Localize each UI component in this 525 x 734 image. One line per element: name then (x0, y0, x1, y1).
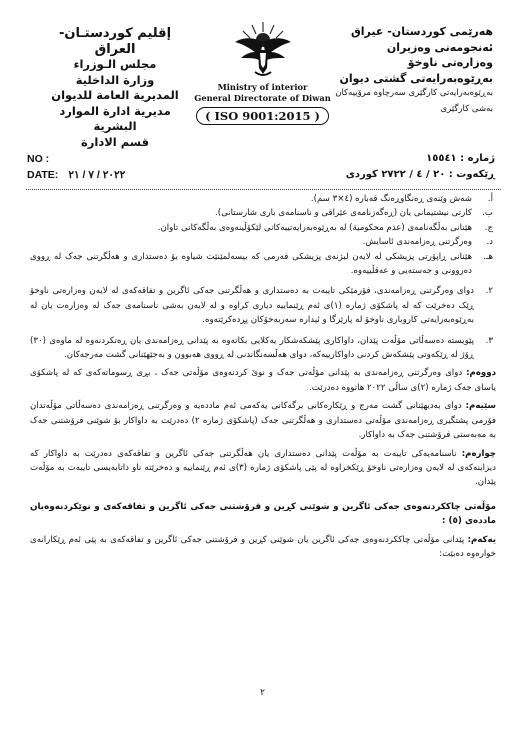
clause-text: پێدانی مۆڵەتی چاککردنەوەی جەکی ئاگرین یان شوێنی کڕین و فرۆشتنی جەکی ئاگرین و تفاقەکەی بە پێی ئەم ڕێکارانەی خوارەوە دەبێت: (30, 534, 496, 559)
header-divider (26, 189, 501, 190)
arabic-header-line: قسم الادارة (80, 134, 149, 149)
kurdish-header-line: هەرێمی کوردستان- عیراق (350, 25, 493, 38)
ministry-name-en (190, 82, 335, 104)
letterhead (0, 10, 525, 152)
list-item (30, 250, 496, 279)
arabic-header (40, 26, 190, 150)
date-label: DATE: (27, 169, 59, 181)
clause-label: دووەم: (466, 368, 496, 379)
item-text: کارتی نیشتیمانی یان (ڕەگەزنامەی عێراقی و ناسنامەی باری شارستانی). (214, 208, 472, 219)
kurdish-header-line: بەشی کارگێری (440, 103, 493, 114)
kurdish-header (323, 24, 493, 117)
item-text: هێنانی ڕاپۆرتی پزیشکی لە لایەن لیژنەی پزیشکی فەرمی کە بیسەلمێنێت شیاوە بۆ دەستداری و هەڵگرتنی جەک لە ڕووی دەروونی و جەستەیی و عەقڵییەوە. (30, 251, 472, 277)
list-item (30, 235, 496, 249)
clause-label: سێیەم: (465, 401, 496, 412)
arabic-header-line: إقليم كوردستـان- العراق (58, 26, 172, 57)
item-marker: هـ. (483, 251, 493, 262)
item-text: پێویستە دەسەڵاتی مۆڵەت پێدان، داواکاری پێشکەشکار یەکلایی بکاتەوە بە پێدانی ڕەزامەندی یان ڕەتکردنەوە لە ماوەی (٣٠) ڕۆژ لە ڕێکەوتی پێشکەش کردنی داواکارییەکە، دوای هەڵسەنگاندنی لە ڕووی هەبوون و بەجێهێنانی گشت مەرجەکان. (30, 335, 474, 361)
item-text: دوای وەرگرتنی ڕەزامەندی، فۆرمێکی تایبەت بە دەستداری و هەڵگرتنی جەکی ئاگرین و تفاقەکەی لە لایەن وەزارەتی ناوخۆ ڕێک دەخرێت کە لە پاشکۆی ژمارە (١)ی ئەم ڕێنماییە دیاری کراوە و لە لایەن بەشی ناسنامەی جەک لە وەزارەت یان لە بەڕێوەبەرایەتی کاروباری ناوخۆ لە پارێزگا و ئیدارە سەربەخۆکان پڕدەکرێتەوە. (30, 286, 474, 326)
item-text: وەرگرتنی ڕەزامەندی ئاسایش. (362, 237, 472, 248)
item-marker: أ. (487, 194, 493, 204)
arabic-header-line: المديرية العامة للديوان (51, 88, 179, 102)
kurdistan-emblem-icon (231, 20, 295, 80)
clause-paragraph (30, 366, 496, 395)
clause-label: چوارەم: (461, 448, 496, 459)
item-marker: ب. (482, 208, 493, 219)
item-marker: ٣. (485, 335, 493, 346)
section-title: مۆڵەتی چاککردنەوەی جەکی ئاگرین و شوێنی کڕین و فرۆشتنی جەکی ئاگرین و تفاقەکەی و نوێکردنەوەیان ماددەی (٥) : (30, 501, 496, 527)
iso-badge: ( ISO 9001:2015 ) (196, 107, 329, 125)
kurdish-header-line: وەزارەتی ناوخۆ (407, 56, 493, 69)
arabic-header-line: مجلس الـوزراء (73, 57, 157, 71)
item-text: هێنانی بەڵگەنامەی (عدم محکومیة) لە بەڕێوەبەرایەتییەکانی لێکۆڵینەوەی بەڵگەکانی تاوان. (157, 222, 472, 233)
clause-text: ناسنامەیەکی تایبەت بە مۆڵەت پێدانی دەستداری یان هەڵگرتنی جەکی ئاگرین و تفاقەکەی دەدرێت بە داواکار کە دیزاینەکەی لە لایەن وەزارەتی ناوخۆ ڕێکخراوە لە پێی پاشکۆی ژمارە (٣)ی ئەم ڕێنماییە و دەخرێتە ناو داتابەیسی تایبەت بە مۆڵەت پێدان. (30, 448, 496, 488)
reference-row (0, 150, 525, 190)
document-body (30, 192, 496, 561)
kurdish-header-line: ئەنجومەنی وەزیران (386, 40, 493, 54)
item-text: شەش وێنەی ڕەنگاوڕەنگ قەبارە (٤×٣ سم). (310, 194, 472, 204)
kurdish-date: ڕێکەوت : ٢٠ / ٤ / ٢٧٢٢ کوردی (345, 169, 495, 180)
clause-label: یەکەم: (467, 534, 496, 545)
kurdish-header-line: بەڕێوەبەرایەتی کارگێری سەرچاوە مرۆییەکان (335, 88, 493, 98)
reference-number: ژمارە : ١٥٥٤١ (426, 153, 495, 164)
date-value: ٢٠٢٢ / ٧ / ٢١ (68, 169, 126, 181)
list-item (30, 221, 496, 235)
numbered-item (30, 284, 496, 327)
arabic-header-line: وزارة الداخلية (75, 72, 155, 87)
directorate-line: General Directorate of Diwan (194, 93, 331, 103)
clause-paragraph (30, 447, 496, 490)
date-field (27, 169, 125, 181)
clause-paragraph (30, 399, 496, 442)
numbered-item (30, 334, 496, 363)
item-marker: ج. (484, 222, 493, 233)
list-item (30, 192, 496, 206)
clause-text: دوای وەرگرتنی ڕەزامەندی بە پێدانی مۆڵەتی جەک و نوێ کردنەوەی مۆڵەتی جەک ، بڕی ڕسوماتەکەی کە لە پاشکۆی یاسای جەک ژمارە (٢)ی ساڵی ٢٠٢٢ هاتووە دەدرێت. (30, 368, 496, 393)
clause-text: دوای بەدیهێنانی گشت مەرج و ڕێکارەکانی برگەکانی یەکەمی ئەم ماددەیە و وەرگرتنی ڕەزامەندی دەسەڵاتی مۆڵەتدان فۆرمی پشتگیری ڕەزامەندی مۆڵەتی دەستداری و هەڵگرتنی جەک (پاشکۆی ژمارە ٢) دەدرێت بە داواکار بۆ شوێنی فرۆشتنی جەک بە مەبەستی فرۆشتنی جەک بە داواکار. (30, 401, 496, 441)
list-item (30, 206, 496, 220)
emblem-block (190, 10, 335, 125)
arabic-header-line: مديرية ادارة الموارد البشرية (59, 103, 171, 133)
item-marker: ٢. (485, 286, 493, 297)
page-number: ٢ (260, 688, 265, 698)
no-label: NO : (27, 153, 50, 165)
clause-paragraph (30, 533, 496, 562)
kurdish-header-line: بەڕێوەبەرایەتی گشتی دیوان (339, 71, 493, 85)
item-marker: د. (486, 237, 493, 248)
ministry-line: Ministry of interior (217, 82, 308, 92)
